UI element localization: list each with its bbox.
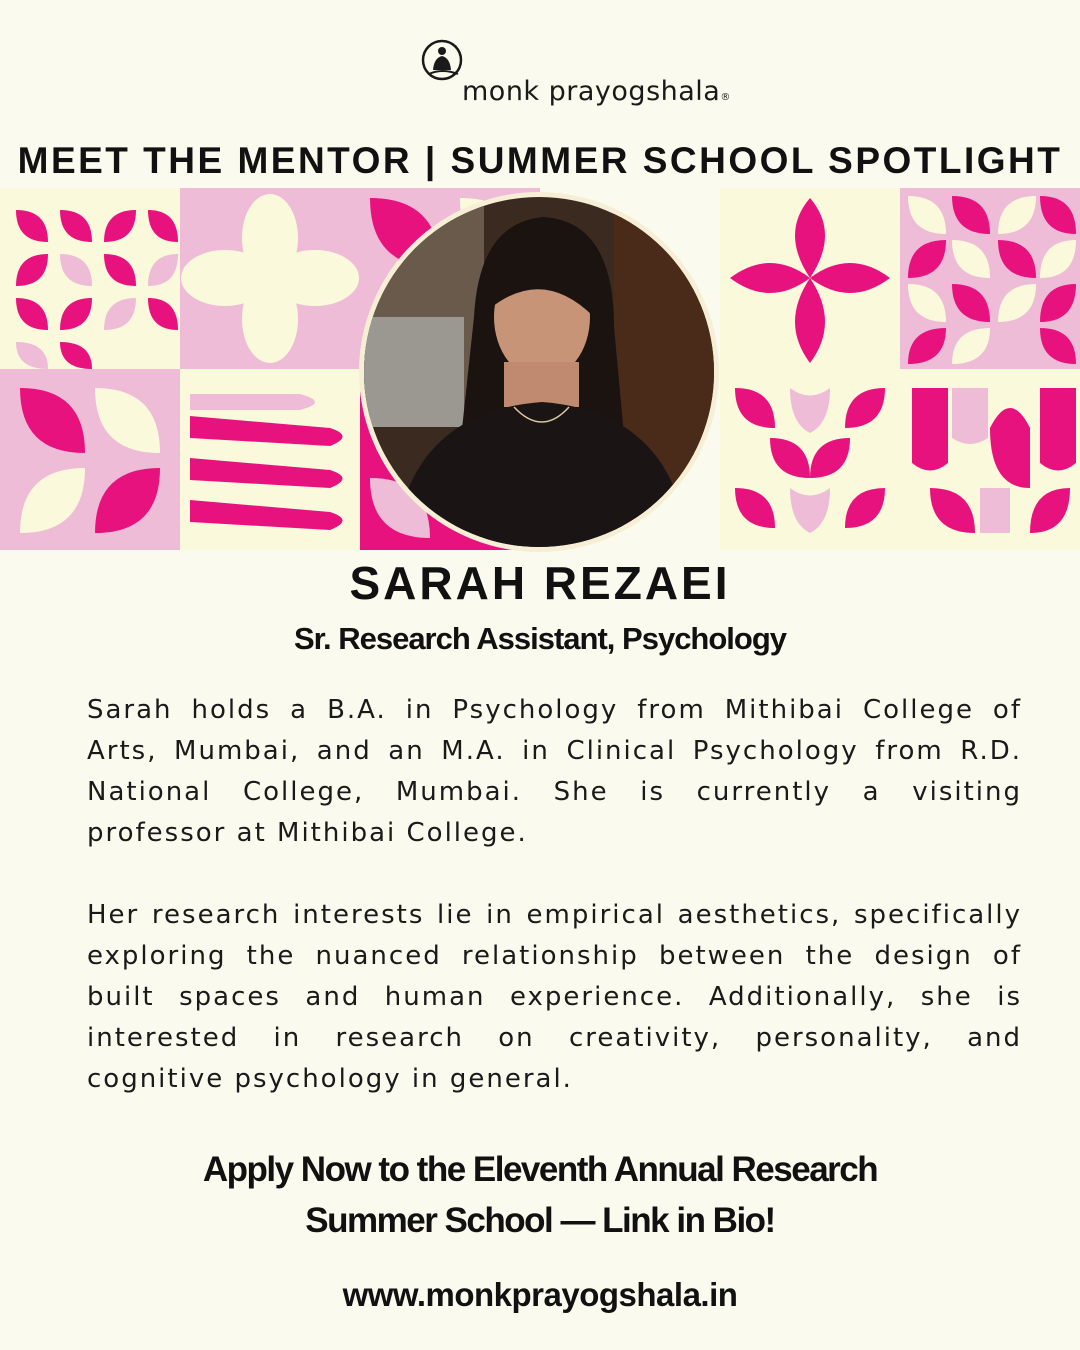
mentor-name: SARAH REZAEI — [349, 557, 731, 609]
pattern-tile — [0, 188, 180, 369]
pattern-tile — [900, 369, 1080, 550]
cta-line: Apply Now to the Eleventh Annual Research — [202, 1150, 878, 1189]
pattern-tile — [180, 369, 360, 550]
seated-monk-icon — [420, 38, 464, 82]
mentor-role: Sr. Research Assistant, Psychology — [293, 621, 787, 656]
brand-logo — [0, 32, 1080, 122]
pattern-tile — [180, 188, 360, 369]
mentor-photo-illustration — [364, 197, 714, 547]
mentor-portrait — [359, 192, 719, 552]
pattern-tile — [720, 369, 900, 550]
mentor-bio-paragraph: Sarah holds a B.A. in Psychology from Mithibai College of Arts, Mumbai, and an M.A. in Clinical Psychology from R.D. National College, Mumbai. She is currently a visiting professor at Mithibai College. — [87, 695, 1022, 848]
pattern-tile — [900, 188, 1080, 369]
page-title: MEET THE MENTOR | SUMMER SCHOOL SPOTLIGHT — [17, 140, 1063, 181]
call-to-action — [140, 1144, 940, 1246]
website-link[interactable]: www.monkprayogshala.in — [342, 1276, 738, 1313]
pattern-tile — [0, 369, 180, 550]
cta-line: Summer School — Link in Bio! — [305, 1201, 775, 1240]
brand-name: monk prayogshala® — [462, 76, 731, 107]
pattern-tile — [720, 188, 900, 369]
mentor-bio-paragraph: Her research interests lie in empirical aesthetics, specifically exploring the nuanced relationship between the design of built spaces and human experience. Additionally, she is interested in research on creativity, personality, and cognitive psychology in general. — [87, 900, 1022, 1094]
